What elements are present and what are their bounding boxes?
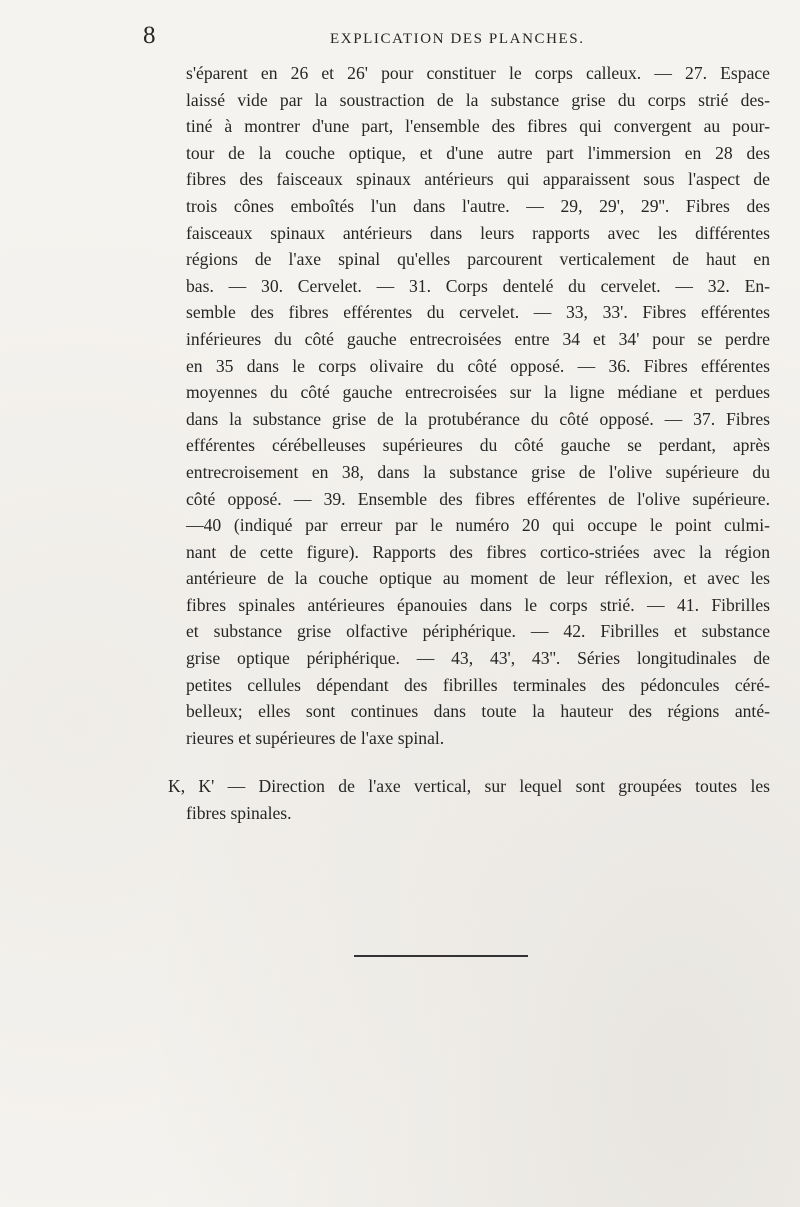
text-line: côté opposé. — 39. Ensemble des fibres efférentes de l'olive supérieure. (186, 488, 770, 509)
legend-line: K, K' — Direction de l'axe vertical, sur lequel sont groupées toutes les (168, 776, 770, 796)
text-line: en 35 dans le corps olivaire du côté opposé. — 36. Fibres efférentes (186, 355, 770, 376)
text-line: entrecroisement en 38, dans la substance grise de l'olive supérieure du (186, 461, 770, 482)
text-line: laissé vide par la soustraction de la substance grise du corps strié des- (186, 89, 770, 110)
text-line: efférentes cérébelleuses supérieures du côté gauche se perdant, après (186, 435, 770, 456)
text-line: trois cônes emboîtés l'un dans l'autre. — 29, 29', 29''. Fibres des (186, 195, 770, 216)
text-line: fibres spinales antérieures épanouies dans le corps strié. — 41. Fibrilles (186, 594, 770, 615)
text-line: bas. — 30. Cervelet. — 31. Corps dentelé du cervelet. — 32. En- (186, 275, 770, 296)
section-divider (354, 955, 528, 957)
text-line: petites cellules dépendant des fibrilles terminales des pédoncules céré- (186, 674, 770, 695)
text-line: régions de l'axe spinal qu'elles parcourent verticalement de haut en (186, 249, 770, 270)
body-paragraph (186, 60, 770, 751)
page-number: 8 (143, 22, 156, 49)
text-line: tour de la couche optique, et d'une autre part l'immersion en 28 des (186, 142, 770, 163)
text-line: nant de cette figure). Rapports des fibres cortico-striées avec la région (186, 541, 770, 562)
text-line: inférieures du côté gauche entrecroisées entre 34 et 34' pour se perdre (186, 328, 770, 349)
legend-line: fibres spinales. (186, 802, 292, 823)
legend-entry-k (168, 773, 770, 826)
text-line: grise optique périphérique. — 43, 43', 43''. Séries longitudinales de (186, 648, 770, 669)
text-line: dans la substance grise de la protubérance du côté opposé. — 37. Fibres (186, 408, 770, 429)
running-title: EXPLICATION DES PLANCHES. (330, 31, 585, 47)
text-line: faisceaux spinaux antérieurs dans leurs rapports avec les différentes (186, 222, 770, 243)
text-line: fibres des faisceaux spinaux antérieurs qui apparaissent sous l'aspect de (186, 169, 770, 190)
text-line: —40 (indiqué par erreur par le numéro 20 qui occupe le point culmi- (186, 515, 770, 536)
text-line: moyennes du côté gauche entrecroisées sur la ligne médiane et perdues (186, 382, 770, 403)
text-line: et substance grise olfactive périphérique. — 42. Fibrilles et substance (186, 621, 770, 642)
text-line: antérieure de la couche optique au moment de leur réflexion, et avec les (186, 568, 770, 589)
text-line: s'éparent en 26 et 26' pour constituer le corps calleux. — 27. Espace (186, 63, 770, 83)
text-line: tiné à montrer d'une part, l'ensemble des fibres qui convergent au pour- (186, 116, 770, 137)
text-line: belleux; elles sont continues dans toute la hauteur des régions anté- (186, 701, 770, 722)
text-line: semble des fibres efférentes du cervelet. — 33, 33'. Fibres efférentes (186, 302, 770, 323)
text-line: rieures et supérieures de l'axe spinal. (186, 727, 445, 748)
